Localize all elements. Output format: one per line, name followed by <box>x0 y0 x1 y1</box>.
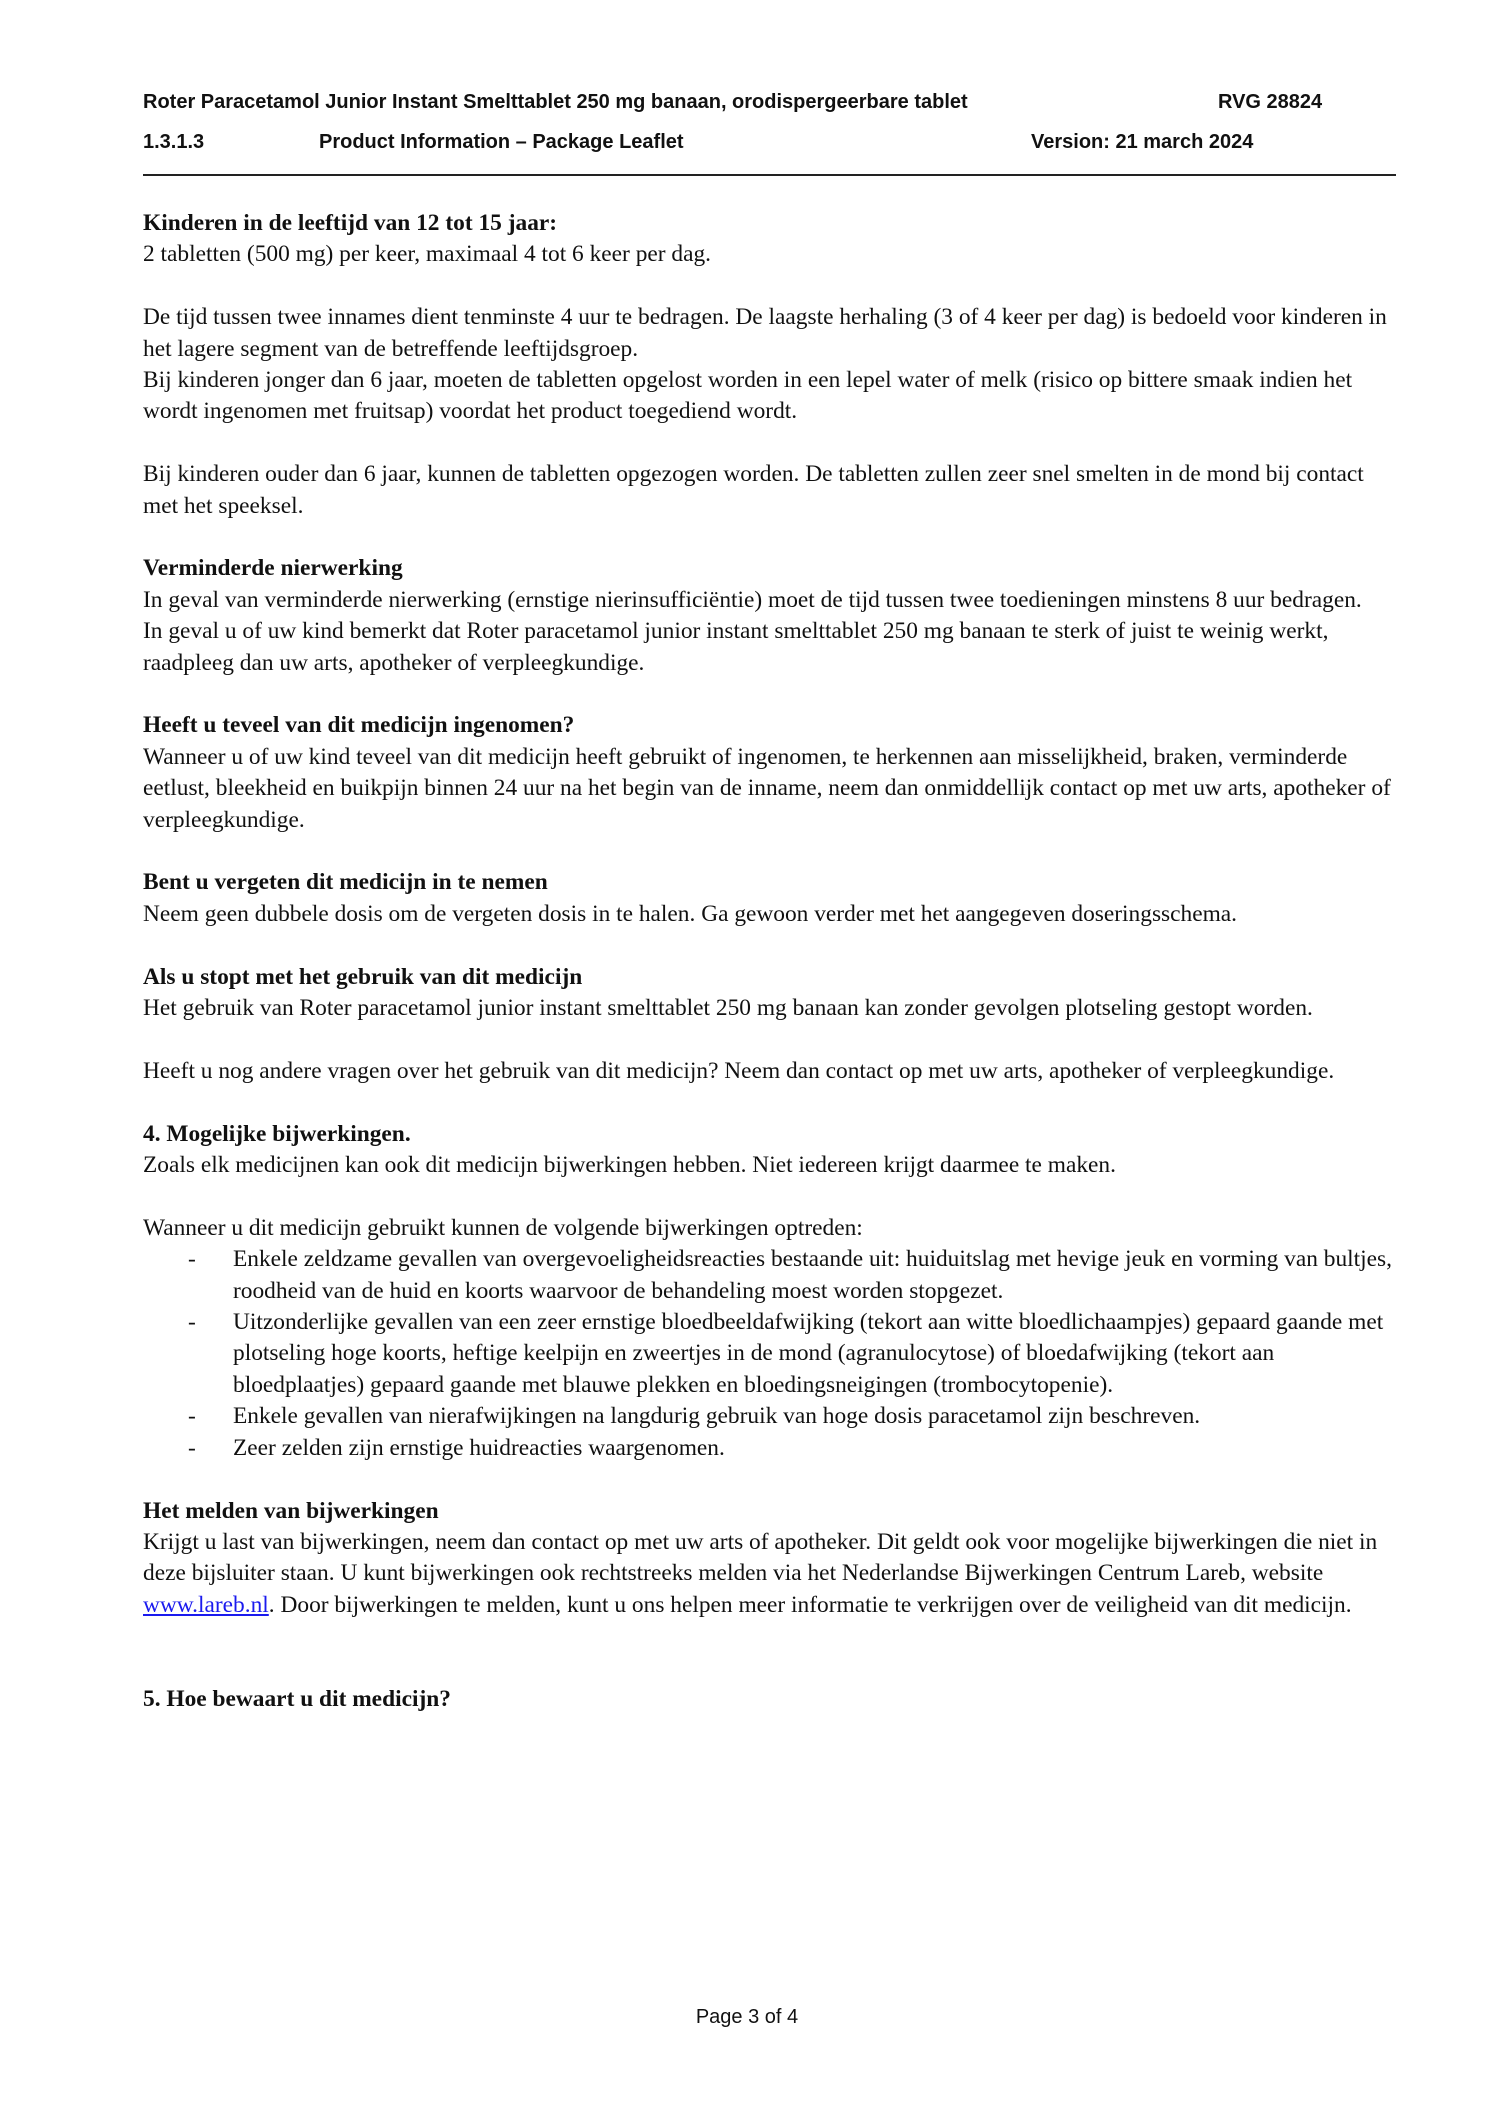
list-item-text: Uitzonderlijke gevallen van een zeer ernstige bloedbeeldafwijking (tekort aan witte bloedlichaampjes) gepaard gaande met plotseling hoge koorts, heftige keelpijn en zweertjes in de mond (agranulocytose) of bloedafwijking (tekort aan bloedplaatjes) gepaard gaande met blauwe plekken en bloedingsneigingen (trombocytopenie). <box>233 1309 1384 1398</box>
under-six-text: Bij kinderen jonger dan 6 jaar, moeten de tabletten opgelost worden in een lepel water of melk (risico op bittere smaak indien het wordt ingenomen met fruitsap) voordat het product toegediend wordt. <box>143 367 1353 425</box>
forgot-text: Neem geen dubbele dosis om de vergeten dosis in te halen. Ga gewoon verder met het aangegeven doseringsschema. <box>143 900 1238 927</box>
bullet-dash: - <box>188 1246 196 1273</box>
age-dose-text: 2 tabletten (500 mg) per keer, maximaal 4 tot 6 keer per dag. <box>143 241 712 268</box>
report-heading: Het melden van bijwerkingen <box>143 1497 439 1524</box>
header-divider <box>143 174 1396 176</box>
list-item-text: Enkele zeldzame gevallen van overgevoeligheidsreacties bestaande uit: huiduitslag met hevige jeuk en vorming van bultjes, roodheid van de huid en koorts waarvoor de behandeling moest worden stopgezet. <box>233 1246 1392 1304</box>
list-item <box>143 1244 1403 1307</box>
page-number: Page 3 of 4 <box>695 2006 799 2028</box>
header-row-2 <box>143 128 1396 168</box>
side-effects-list <box>143 1244 1403 1464</box>
overdose-heading: Heeft u teveel van dit medicijn ingenomen? <box>143 712 575 739</box>
forgot-heading: Bent u vergeten dit medicijn in te nemen <box>143 869 548 896</box>
list-item <box>143 1307 1403 1401</box>
side-effects-intro: Zoals elk medicijnen kan ook dit medicijn bijwerkingen hebben. Niet iedereen krijgt daarmee te maken. <box>143 1152 1116 1179</box>
page-header <box>143 88 1396 168</box>
rvg-number: RVG 28824 <box>1218 91 1323 113</box>
product-title: Roter Paracetamol Junior Instant Smelttablet 250 mg banaan, orodispergeerbare tablet <box>143 91 968 113</box>
lareb-link[interactable]: www.lareb.nl <box>143 1591 269 1618</box>
leaflet-body <box>143 208 1403 1715</box>
side-effects-list-intro: Wanneer u dit medicijn gebruikt kunnen de volgende bijwerkingen optreden: <box>143 1214 863 1241</box>
stop-heading: Als u stopt met het gebruik van dit medicijn <box>143 963 583 990</box>
stop-text: Het gebruik van Roter paracetamol junior instant smelttablet 250 mg banaan kan zonder gevolgen plotseling gestopt worden. <box>143 995 1313 1022</box>
header-row-1 <box>143 88 1396 128</box>
bullet-dash: - <box>188 1434 196 1461</box>
version-date: Version: 21 march 2024 <box>1031 131 1254 153</box>
interval-text: De tijd tussen twee innames dient tenminste 4 uur te bedragen. De laagste herhaling (3 of 4 keer per dag) is bedoeld voor kinderen in het lagere segment van de betreffende leeftijdsgroep. <box>143 304 1387 362</box>
overdose-text: Wanneer u of uw kind teveel van dit medicijn heeft gebruikt of ingenomen, te herkennen aan misselijkheid, braken, verminderde eetlust, bleekheid en buikpijn binnen 24 uur na het begin van de inname, neem dan onmiddellijk contact op met uw arts, apotheker of verpleegkundige. <box>143 743 1391 833</box>
list-item-text: Zeer zelden zijn ernstige huidreacties waargenomen. <box>233 1434 725 1461</box>
list-item <box>143 1433 1403 1464</box>
kidney-heading: Verminderde nierwerking <box>143 555 403 582</box>
section-number: 1.3.1.3 <box>143 131 205 153</box>
report-text <box>143 1527 1403 1621</box>
list-item-text: Enkele gevallen van nierafwijkingen na langdurig gebruik van hoge dosis paracetamol zijn beschreven. <box>233 1403 1201 1430</box>
age-heading: Kinderen in de leeftijd van 12 tot 15 jaar: <box>143 210 558 236</box>
bullet-dash: - <box>188 1309 196 1336</box>
questions-text: Heeft u nog andere vragen over het gebruik van dit medicijn? Neem dan contact op met uw arts, apotheker of verpleegkundige. <box>143 1057 1335 1084</box>
report-text-before-link: Krijgt u last van bijwerkingen, neem dan contact op met uw arts of apotheker. Dit geldt ook voor mogelijke bijwerkingen die niet in deze bijsluiter staan. U kunt bijwerkingen ook rechtstreeks melden via het Nederlandse Bijwerkingen Centrum Lareb, website <box>143 1528 1378 1587</box>
kidney-text: In geval van verminderde nierwerking (ernstige nierinsufficiëntie) moet de tijd tussen twee toedieningen minstens 8 uur bedragen. <box>143 586 1362 613</box>
bullet-dash: - <box>188 1403 196 1430</box>
document-type: Product Information – Package Leaflet <box>319 131 684 153</box>
side-effects-heading: 4. Mogelijke bijwerkingen. <box>143 1120 411 1147</box>
list-item <box>143 1401 1403 1432</box>
effect-text: In geval u of uw kind bemerkt dat Roter paracetamol junior instant smelttablet 250 mg banaan te sterk of juist te weinig werkt, raadpleeg dan uw arts, apotheker of verpleegkundige. <box>143 618 1329 676</box>
storage-heading: 5. Hoe bewaart u dit medicijn? <box>143 1685 451 1712</box>
over-six-text: Bij kinderen ouder dan 6 jaar, kunnen de tabletten opgezogen worden. De tabletten zullen zeer snel smelten in de mond bij contact met het speeksel. <box>143 461 1364 519</box>
report-text-after-link: . Door bijwerkingen te melden, kunt u ons helpen meer informatie te verkrijgen over de veiligheid van dit medicijn. <box>268 1591 1352 1618</box>
